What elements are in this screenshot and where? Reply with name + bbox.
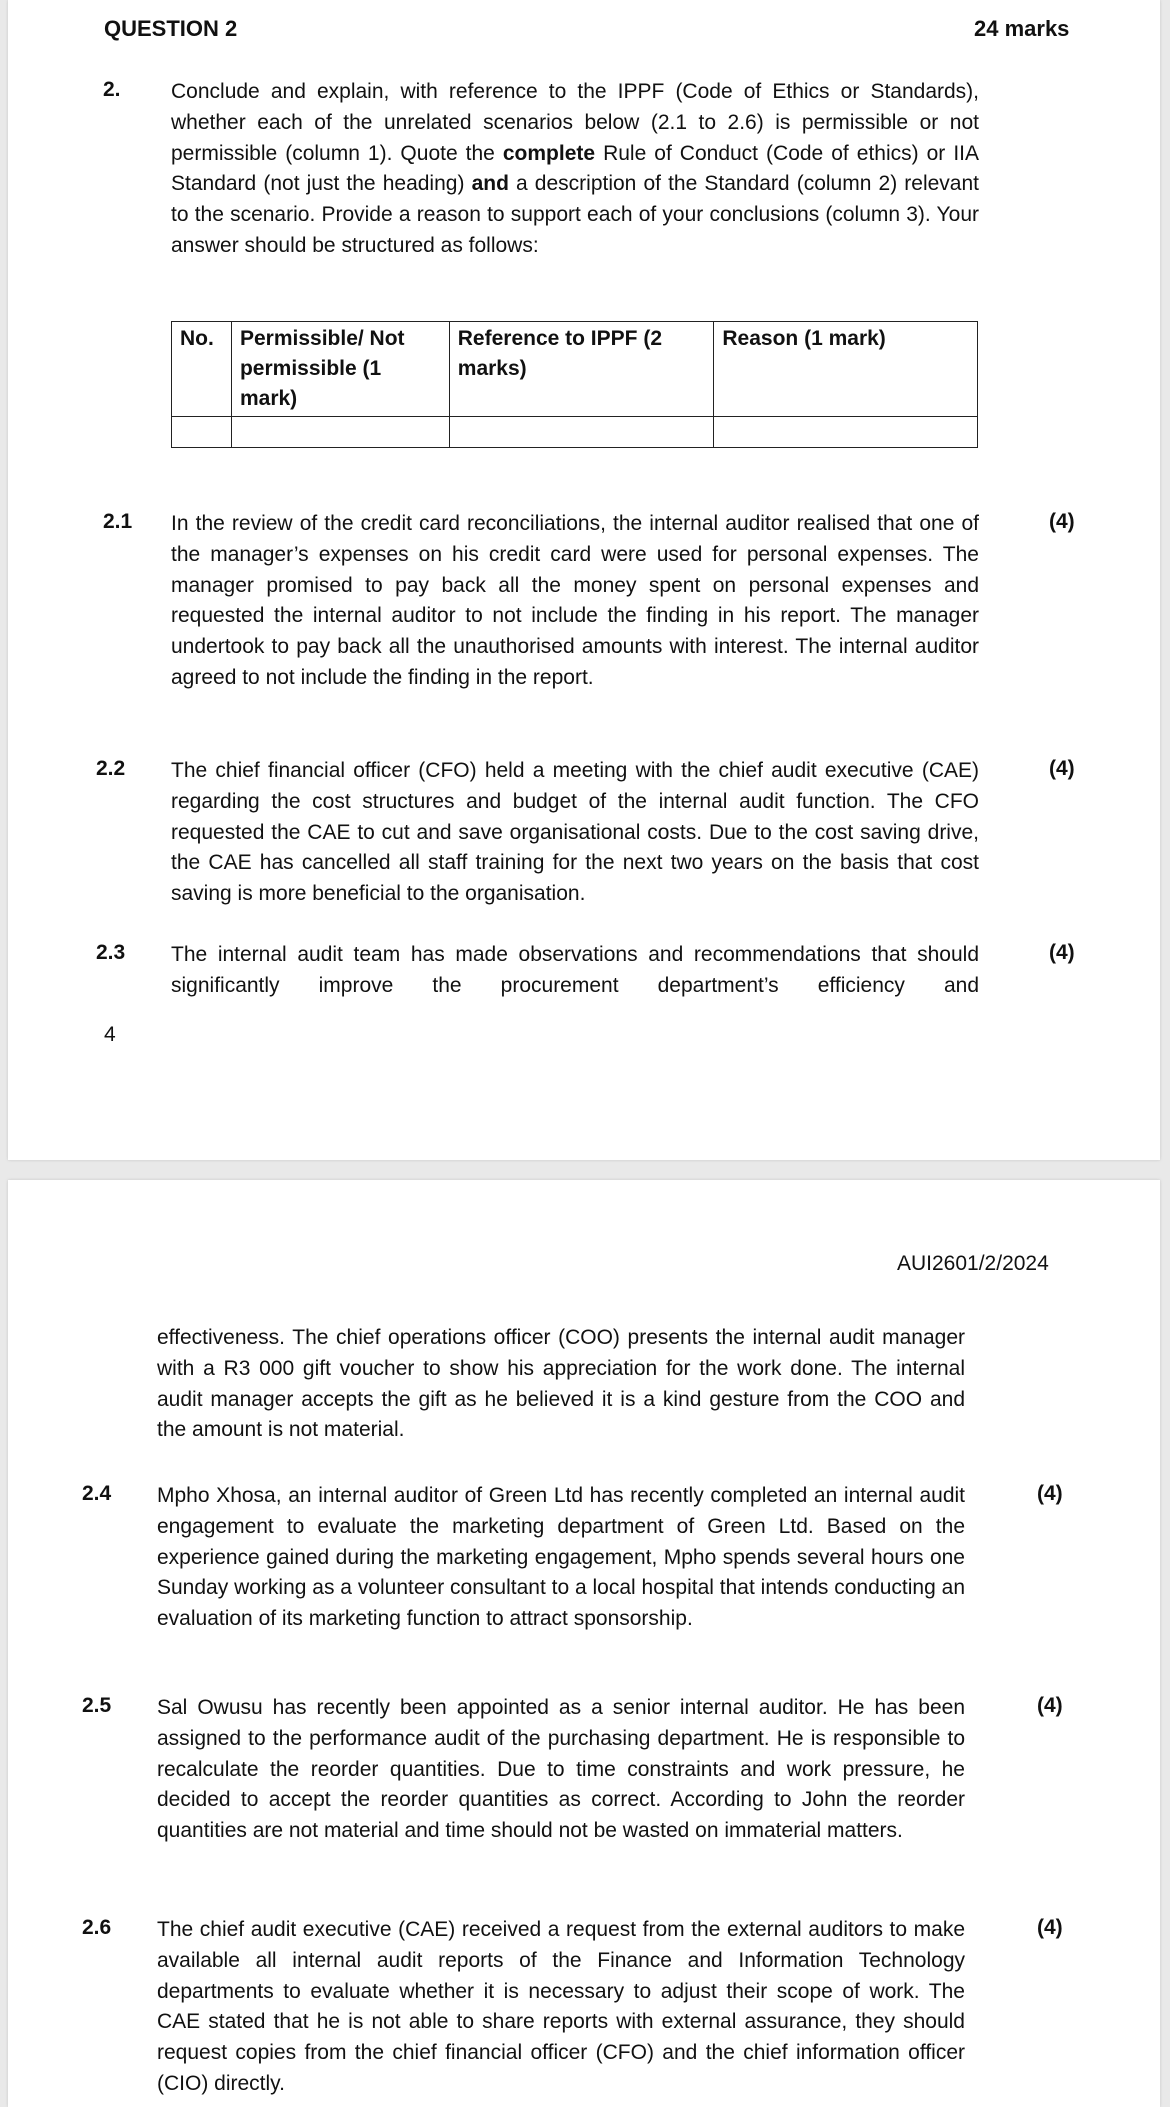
- intro-number: 2.: [103, 78, 121, 101]
- document-code: AUI2601/2/2024: [897, 1252, 1049, 1275]
- intro-text-1: Conclude and explain, with reference to the IPPF (Code of Ethics or Standards), whether each of the unrelated scenarios below (2.1 to 2.6) is permissible or not permissible (column 1). Quote the: [171, 80, 979, 165]
- scenario-number-2-5: 2.5: [82, 1694, 112, 1717]
- scenario-text-2-1: In the review of the credit card reconciliations, the internal auditor realised that one of the manager’s expenses on his credit card were used for personal expenses. The manager promised to pay back all the money spent on personal expenses and requested the internal auditor to not include the finding in his report. The manager undertook to pay back all the unauthorised amounts with interest. The internal auditor agreed to not include the finding in the report.: [171, 512, 979, 689]
- scenario-2-3-continuation: effectiveness. The chief operations officer (COO) presents the internal audit manager with a R3 000 gift voucher to show his appreciation for the work done. The internal audit manager accepts the gift as he believed it is a kind gesture from the COO and the amount is not material.: [157, 1326, 965, 1442]
- scenario-marks-2-3: (4): [1049, 941, 1075, 964]
- scenario-text-2-3: The internal audit team has made observations and recommendations that should significantly improve the procurement department’s efficiency and: [171, 943, 979, 997]
- scenario-number-2-2: 2.2: [96, 757, 126, 780]
- scenario-text-2-6: The chief audit executive (CAE) received a request from the external auditors to make available all internal audit reports of the Finance and Information Technology departments to evaluate whether it is necessary to adjust their scope of work. The CAE stated that he is not able to share reports with external assurance, they should request copies from the chief financial officer (CFO) and the chief information officer (CIO) directly.: [157, 1918, 965, 2095]
- document-page-2: [8, 1180, 1160, 2107]
- intro-bold-complete: complete: [502, 141, 596, 165]
- page-number: 4: [104, 1023, 116, 1046]
- intro-text-3: a description of the Standard (column 2) relevant to the scenario. Provide a reason to support each of your conclusions (column 3). Your answer should be structured as follows:: [171, 172, 979, 257]
- scenario-text-2-4: Mpho Xhosa, an internal auditor of Green Ltd has recently completed an internal audit engagement to evaluate the marketing department of Green Ltd. Based on the experience gained during the marketing engagement, Mpho spends several hours one Sunday working as a volunteer consultant to a local hospital that intends conducting an evaluation of its marketing function to attract sponsorship.: [157, 1484, 965, 1631]
- scenario-text-2-5: Sal Owusu has recently been appointed as a senior internal auditor. He has been assigned to the performance audit of the purchasing department. He is responsible to recalculate the reorder quantities. Due to time constraints and work pressure, he decided to accept the reorder quantities as correct. According to John the reorder quantities are not material and time should not be wasted on immaterial matters.: [157, 1696, 965, 1843]
- table-cell: [172, 417, 232, 448]
- scenario-marks-2-5: (4): [1037, 1694, 1063, 1717]
- question-total-marks: 24 marks: [974, 16, 1070, 41]
- table-header-reference: Reference to IPPF (2 marks): [449, 322, 714, 417]
- intro-text-2: Rule of Conduct (Code of ethics) or IIA Standard (not just the heading): [171, 141, 979, 196]
- table-cell: [231, 417, 449, 448]
- scenario-number-2-3: 2.3: [96, 941, 126, 964]
- scenario-number-2-4: 2.4: [82, 1482, 112, 1505]
- question-title: QUESTION 2: [104, 16, 238, 41]
- document-page-1: [8, 0, 1160, 1160]
- intro-bold-and: and: [471, 172, 509, 196]
- scenario-number-2-6: 2.6: [82, 1916, 112, 1939]
- scenario-number-2-1: 2.1: [103, 510, 133, 533]
- table-cell: [714, 417, 978, 448]
- scenario-marks-2-1: (4): [1049, 510, 1075, 533]
- answer-structure-table: [171, 321, 978, 448]
- table-header-no: No.: [172, 322, 232, 417]
- scenario-marks-2-2: (4): [1049, 757, 1075, 780]
- table-cell: [449, 417, 714, 448]
- scenario-text-2-2: The chief financial officer (CFO) held a meeting with the chief audit executive (CAE) regarding the cost structures and budget of the internal audit function. The CFO requested the CAE to cut and save organisational costs. Due to the cost saving drive, the CAE has cancelled all staff training for the next two years on the basis that cost saving is more beneficial to the organisation.: [171, 759, 979, 906]
- table-header-row: [172, 322, 978, 417]
- table-header-reason: Reason (1 mark): [714, 322, 978, 417]
- table-row: [172, 417, 978, 448]
- scenario-marks-2-6: (4): [1037, 1916, 1063, 1939]
- scenario-marks-2-4: (4): [1037, 1482, 1063, 1505]
- intro-paragraph: [171, 77, 979, 262]
- table-header-permissible: Permissible/ Not permissible (1 mark): [231, 322, 449, 417]
